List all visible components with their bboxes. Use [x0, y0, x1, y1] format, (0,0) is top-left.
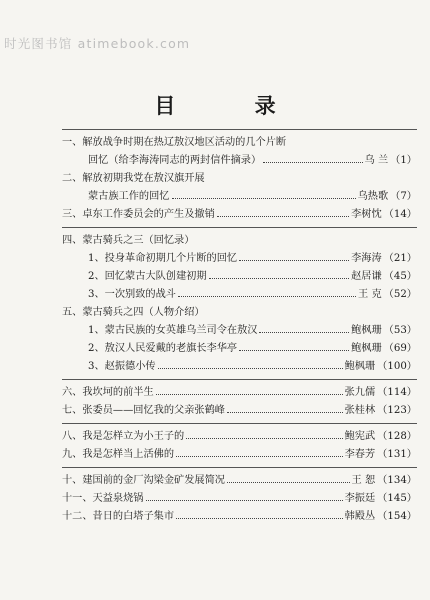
entry-author: 李春芳: [344, 449, 376, 460]
entry-author: 赵居谦: [351, 271, 382, 282]
dot-leader: [263, 162, 362, 163]
entry-author: 张桂林: [344, 405, 376, 416]
entry-page: （128）: [377, 431, 417, 442]
entry-author: 鲍宪武: [344, 431, 376, 442]
toc-entry-5-2[interactable]: [62, 340, 417, 358]
entry-page: （100）: [377, 361, 417, 372]
toc-entry-8[interactable]: [62, 428, 417, 446]
divider: [62, 379, 417, 380]
entry-author: 鲍枫珊: [344, 361, 376, 372]
entry-text: 五、蒙古骑兵之四（人物介绍）: [62, 307, 205, 318]
toc-entry-5-3[interactable]: [62, 358, 417, 376]
entry-page: （21）: [383, 253, 417, 264]
entry-page: （114）: [377, 387, 417, 398]
toc-section-5: [62, 304, 417, 322]
watermark-text: 时光图书馆 atimebook.com: [4, 36, 191, 51]
toc-entry-1-title: [62, 134, 417, 152]
entry-text: 一、解放战争时期在热辽敖汉地区活动的几个片断: [62, 137, 287, 148]
toc-entry-2[interactable]: [62, 188, 417, 206]
dot-leader: [259, 332, 349, 333]
entry-page: （45）: [383, 271, 417, 282]
entry-text: 回忆（给李海涛同志的两封信件摘录）: [88, 155, 262, 166]
entry-text: 1、蒙古民族的女英雄乌兰司令在敖汉: [88, 325, 258, 336]
toc-entry-9[interactable]: [62, 446, 417, 464]
entry-text: 二、解放初期我党在敖汉旗开展: [62, 173, 205, 184]
entry-page: （53）: [383, 325, 417, 336]
divider: [62, 467, 417, 468]
entry-text: 1、投身革命初期几个片断的回忆: [88, 253, 238, 264]
entry-author: 张九儒: [344, 387, 376, 398]
entry-text: 八、我是怎样立为小王子的: [62, 431, 185, 442]
entry-author: 鲍枫珊: [351, 325, 382, 336]
entry-page: （52）: [383, 289, 417, 300]
toc-entry-4-1[interactable]: [62, 250, 417, 268]
divider: [62, 227, 417, 228]
divider: [62, 423, 417, 424]
table-of-contents: [62, 126, 417, 526]
toc-entry-4-3[interactable]: [62, 286, 417, 304]
entry-text: 三、卓东工作委员会的产生及撤销: [62, 209, 215, 220]
entry-page: （154）: [377, 511, 417, 522]
toc-entry-2-title: [62, 170, 417, 188]
entry-page: （131）: [377, 449, 417, 460]
divider: [62, 129, 417, 130]
entry-page: （14）: [383, 209, 417, 220]
dot-leader: [178, 296, 356, 297]
entry-text: 3、赵振德小传: [88, 361, 156, 372]
entry-page: （123）: [377, 405, 417, 416]
entry-text: 六、我坎坷的前半生: [62, 387, 154, 398]
entry-author: 王 克: [358, 289, 382, 300]
entry-text: 十一、天益泉烧锅: [62, 493, 144, 504]
dot-leader: [172, 198, 356, 199]
toc-entry-3[interactable]: [62, 206, 417, 224]
entry-text: 3、一次别致的战斗: [88, 289, 176, 300]
dot-leader: [227, 482, 350, 483]
dot-leader: [176, 518, 343, 519]
entry-text: 七、张委员——回忆我的父亲张鹤峰: [62, 405, 225, 416]
dot-leader: [158, 368, 343, 369]
entry-author: 李振廷: [344, 493, 376, 504]
entry-page: （1）: [390, 155, 417, 166]
entry-text: 2、回忆蒙古大队创建初期: [88, 271, 207, 282]
entry-author: 李树忱: [351, 209, 382, 220]
entry-text: 蒙古族工作的回忆: [88, 191, 170, 202]
entry-page: （145）: [377, 493, 417, 504]
toc-entry-10[interactable]: [62, 472, 417, 490]
dot-leader: [176, 456, 343, 457]
entry-author: 李海涛: [351, 253, 382, 264]
entry-text: 四、蒙古骑兵之三（回忆录）: [62, 235, 195, 246]
toc-entry-5-1[interactable]: [62, 322, 417, 340]
toc-entry-4-2[interactable]: [62, 268, 417, 286]
entry-author: 鲍枫珊: [351, 343, 382, 354]
entry-author: 韩殿丛: [344, 511, 376, 522]
dot-leader: [217, 216, 349, 217]
dot-leader: [227, 412, 343, 413]
toc-section-4: [62, 232, 417, 250]
entry-author: 乌 兰: [364, 155, 389, 166]
toc-entry-11[interactable]: [62, 490, 417, 508]
entry-text: 九、我是怎样当上活佛的: [62, 449, 175, 460]
dot-leader: [156, 394, 343, 395]
entry-text: 十、建国前的金厂沟梁金矿发展简况: [62, 475, 225, 486]
dot-leader: [146, 500, 343, 501]
entry-page: （134）: [377, 475, 417, 486]
entry-text: 2、敖汉人民爱戴的老旗长李华亭: [88, 343, 238, 354]
toc-entry-12[interactable]: [62, 508, 417, 526]
toc-entry-1[interactable]: [62, 152, 417, 170]
toc-entry-6[interactable]: [62, 384, 417, 402]
toc-entry-7[interactable]: [62, 402, 417, 420]
dot-leader: [239, 350, 349, 351]
entry-author: 乌热歌: [357, 191, 389, 202]
entry-page: （69）: [383, 343, 417, 354]
dot-leader: [239, 260, 349, 261]
dot-leader: [186, 438, 342, 439]
entry-page: （7）: [390, 191, 417, 202]
page-title: 目 录: [154, 93, 312, 118]
dot-leader: [209, 278, 350, 279]
entry-text: 十二、昔日的白塔子集市: [62, 511, 175, 522]
entry-author: 王 恕: [351, 475, 376, 486]
